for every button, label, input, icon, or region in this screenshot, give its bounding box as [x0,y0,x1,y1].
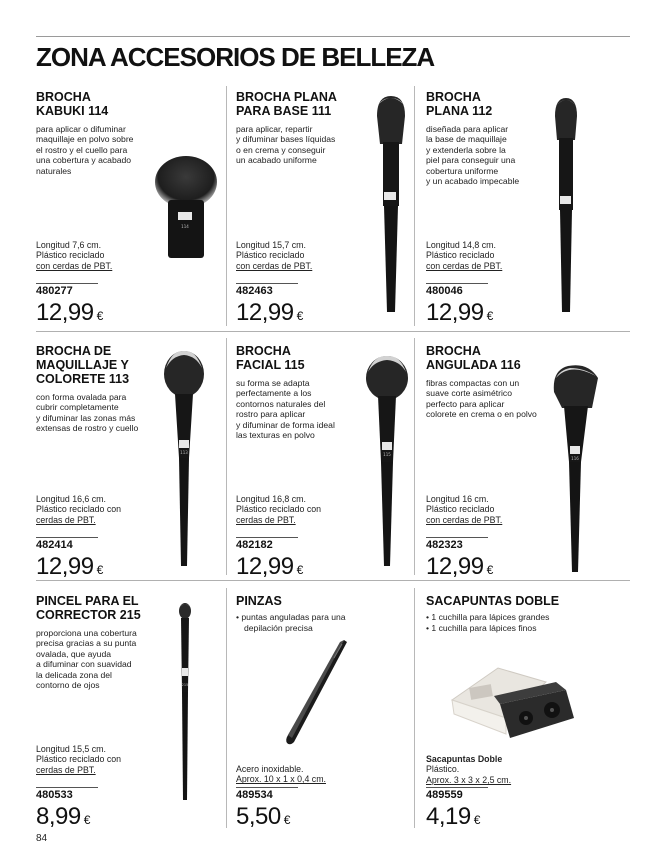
product-card-kabuki-114[interactable] [36,90,226,335]
product-specs: Longitud 15,5 cm. Plástico reciclado con cerdas de PBT. [36,744,122,775]
product-code: 482182 [236,537,298,551]
product-card-angulada-116[interactable] [426,344,616,589]
column-divider [226,338,227,575]
product-price: 4,19 € [426,803,480,830]
product-description: para aplicar, repartir y difuminar bases líquidas o en crema y conseguir un acabado uniforme [236,124,336,166]
product-specs: Longitud 14,8 cm. Plástico reciclado con cerdas de PBT. [426,240,503,271]
blush-brush-113-image [162,348,206,570]
product-price: 12,99 € [426,299,493,326]
product-price: 12,99 € [36,553,103,580]
product-code: 482323 [426,537,488,551]
product-price: 5,50 € [236,803,290,830]
product-description: su forma se adapta perfectamente a los contornos naturales del rostro para aplicar y difuminar de forma ideal las texturas en polvo [236,378,335,441]
product-specs: Longitud 15,7 cm. Plástico reciclado con cerdas de PBT. [236,240,313,271]
product-specs: Sacapuntas Doble Plástico. Aprox. 3 x 3 x 2,5 cm. [426,754,512,785]
flat-brush-112-image [550,96,582,316]
product-specs: Longitud 16,6 cm. Plástico reciclado con cerdas de PBT. [36,494,122,525]
product-name: PINCEL PARA EL CORRECTOR 215 [36,594,141,622]
product-name: PINZAS [236,594,282,608]
product-card-pinzas[interactable] [236,594,426,839]
product-price: 12,99 € [236,299,303,326]
product-specs: Acero inoxidable. Aprox. 10 x 1 x 0,4 cm. [236,764,326,785]
angled-brush-116-image [548,362,602,576]
product-code: 489534 [236,787,298,801]
product-code: 482414 [36,537,98,551]
svg-text:115: 115 [383,452,391,457]
column-divider [226,588,227,828]
product-price: 12,99 € [36,299,103,326]
product-card-plana-112[interactable] [426,90,616,335]
product-card-sacapuntas[interactable] [426,594,616,839]
product-name: BROCHA PLANA PARA BASE 111 [236,90,337,118]
product-code: 489559 [426,787,488,801]
product-specs: Longitud 7,6 cm. Plástico reciclado con cerdas de PBT. [36,240,113,271]
svg-text:215: 215 [181,683,189,687]
product-code: 480046 [426,283,488,297]
product-card-corrector-215[interactable] [36,594,226,839]
column-divider [226,86,227,326]
product-price: 12,99 € [236,553,303,580]
product-features: • puntas anguladas para una depilación precisa [236,612,346,633]
product-card-colorete-113[interactable] [36,344,226,589]
page-title: ZONA ACCESORIOS DE BELLEZA [36,42,435,72]
sharpener-image [448,660,578,750]
product-description: con forma ovalada para cubrir completamente y difuminar las zonas más extensas de rostro y cuello [36,392,139,434]
flat-brush-111-image [372,94,410,316]
tweezers-image [284,638,350,748]
product-description: fibras compactas con un suave corte asimétrico perfecto para aplicar colorete en crema o en polvo [426,378,537,420]
product-name: BROCHA ANGULADA 116 [426,344,521,372]
product-card-base-111[interactable] [236,90,426,335]
product-name: BROCHA PLANA 112 [426,90,493,118]
product-description: para aplicar o difuminar maquillaje en polvo sobre el rostro y el cuello para una cobertura y acabado naturales [36,124,134,176]
page-number: 84 [36,833,48,844]
product-features: • 1 cuchilla para lápices grandes • 1 cuchilla para lápices finos [426,612,550,633]
product-specs: Longitud 16,8 cm. Plástico reciclado con cerdas de PBT. [236,494,322,525]
product-specs: Longitud 16 cm. Plástico reciclado con cerdas de PBT. [426,494,503,525]
product-price: 8,99 € [36,803,90,830]
svg-text:114: 114 [181,224,189,229]
svg-text:116: 116 [571,456,579,461]
product-card-facial-115[interactable] [236,344,426,589]
product-code: 480533 [36,787,98,801]
product-name: BROCHA FACIAL 115 [236,344,305,372]
product-name: BROCHA KABUKI 114 [36,90,109,118]
product-name: BROCHA DE MAQUILLAJE Y COLORETE 113 [36,344,130,386]
product-description: diseñada para aplicar la base de maquillaje y extenderla sobre la piel para conseguir una cobertura uniforme y un acabado impecable [426,124,520,187]
product-name: SACAPUNTAS DOBLE [426,594,560,608]
product-price: 12,99 € [426,553,493,580]
svg-text:113: 113 [180,450,188,455]
top-rule [36,36,630,37]
product-code: 480277 [36,283,98,297]
product-description: proporciona una cobertura precisa gracias a su punta ovalada, que ayuda a difuminar con suavidad la delicada zona del contorno de ojos [36,628,137,691]
facial-brush-115-image [364,354,410,570]
product-code: 482463 [236,283,298,297]
